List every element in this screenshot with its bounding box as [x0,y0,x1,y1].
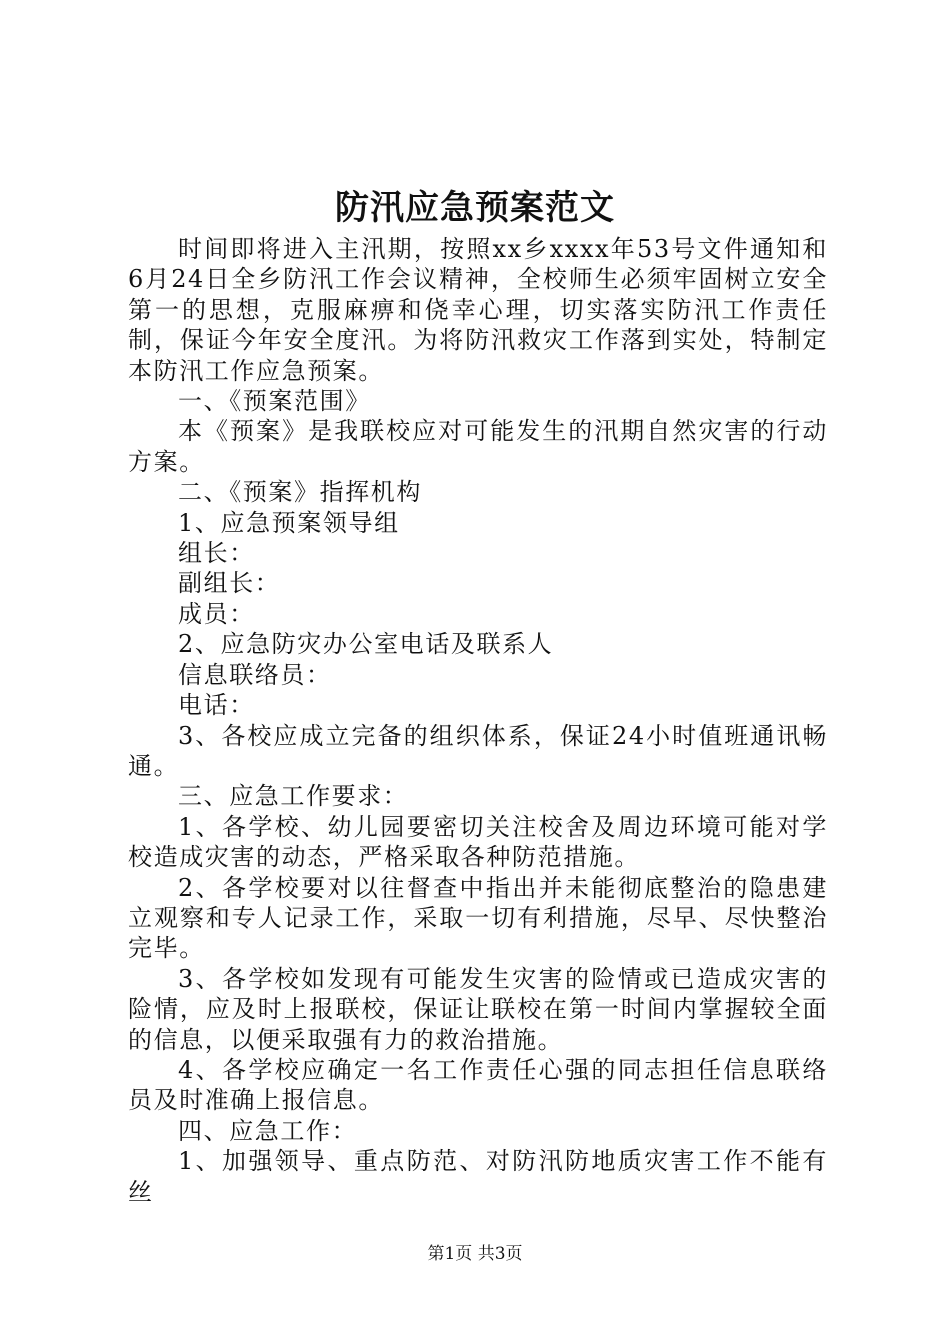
field-phone: 电话： [178,691,255,720]
field-deputy-leader: 副组长： [178,569,281,598]
field-liaison: 信息联络员： [178,660,332,689]
heading-emergency-work: 四、应急工作： [178,1116,358,1145]
item-leadership-group: 1、应急预案领导组 [178,508,400,537]
requirement-4: 4、各学校应确定一名工作责任心强的同志担任信息联络员及时准确上报信息。 [128,1055,828,1115]
requirement-1: 1、各学校、幼儿园要密切关注校舍及周边环境可能对学校造成灾害的动态，严格采取各种防范措施。 [128,812,828,872]
item-organization: 3、各校应成立完备的组织体系，保证24小时值班通讯畅通。 [128,721,828,780]
heading-requirements: 三、应急工作要求： [178,782,409,811]
paragraph-scope: 本《预案》是我联校应对可能发生的汛期自然灾害的行动方案。 [128,417,828,476]
requirement-3: 3、各学校如发现有可能发生灾害的险情或已造成灾害的险情，应及时上报联校，保证让联校在第一时间内掌握较全面的信息，以便采取强有力的救治措施。 [128,964,828,1054]
document-title: 防汛应急预案范文 [335,188,615,228]
field-group-leader: 组长： [178,539,255,568]
requirement-2: 2、各学校要对以往督查中指出并未能彻底整治的隐患建立观察和专人记录工作，采取一切有利措施，尽早、尽快整治完毕。 [128,873,828,963]
heading-command: 二、《预案》指挥机构 [178,478,422,507]
page-number-footer: 第1页 共3页 [427,1244,523,1264]
document-body [128,234,828,1207]
paragraph-intro: 时间即将进入主汛期，按照xx乡xxxx年53号文件通知和6月24日全乡防汛工作会议精神，全校师生必须牢固树立安全第一的思想，克服麻痹和侥幸心理，切实落实防汛工作责任制，保证今年安全度汛。为将防汛救灾工作落到实处，特制定本防汛工作应急预案。 [128,235,828,385]
emergency-work-1: 1、加强领导、重点防范、对防汛防地质灾害工作不能有丝 [128,1147,828,1206]
item-office-contact: 2、应急防灾办公室电话及联系人 [178,630,554,659]
field-members: 成员： [178,599,255,628]
heading-scope: 一、《预案范围》 [178,387,371,416]
